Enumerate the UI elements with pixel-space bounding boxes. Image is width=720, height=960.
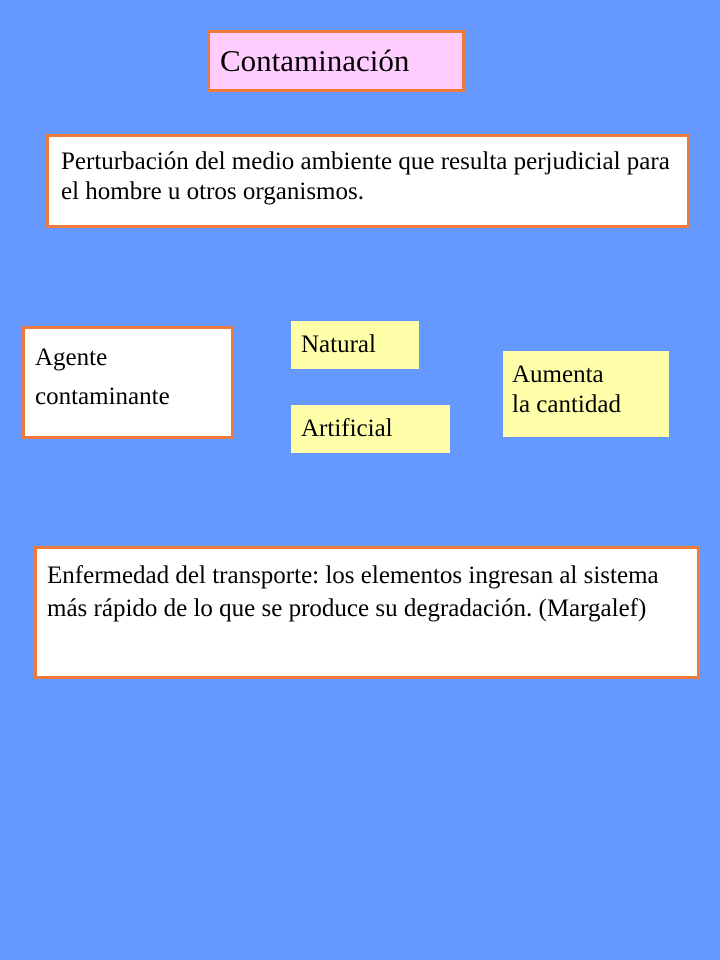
transport-disease-text: Enfermedad del transporte: los elementos ingresan al sistema más rápido de lo que se produce su degradación. (Margalef): [47, 562, 659, 623]
effect-label-line2: la cantidad: [512, 391, 621, 418]
natural-label: Natural: [301, 331, 376, 358]
agent-box: [22, 326, 234, 439]
definition-text: Perturbación del medio ambiente que resulta perjudicial para el hombre u otros organismos.: [61, 148, 670, 205]
transport-disease-box: [34, 546, 700, 679]
agent-label-line1: Agente: [35, 344, 108, 371]
natural-box: [291, 321, 419, 369]
effect-label-line1: Aumenta: [512, 361, 604, 388]
slide-title: Contaminación: [220, 43, 410, 78]
definition-box: [46, 134, 690, 228]
artificial-label: Artificial: [301, 415, 393, 442]
agent-label-line2: contaminante: [35, 382, 170, 410]
effect-box: [503, 351, 669, 437]
title-box: [207, 30, 465, 92]
artificial-box: [291, 405, 450, 453]
